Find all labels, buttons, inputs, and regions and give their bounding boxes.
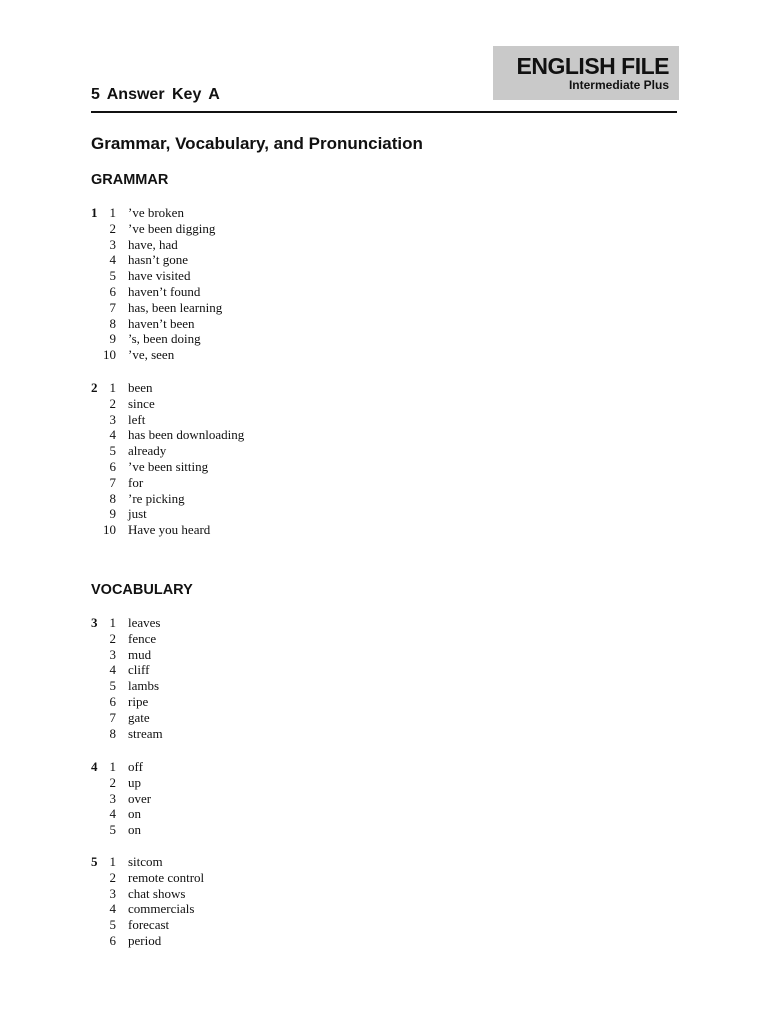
grammar-heading: GRAMMAR [91, 172, 169, 188]
answer-text: up [128, 774, 141, 790]
item-number: 8 [109, 725, 116, 741]
answer-row [91, 443, 491, 459]
answer-row [91, 791, 491, 807]
answer-text: already [128, 443, 167, 459]
item-number: 10 [103, 347, 116, 363]
answer-text: sitcom [128, 854, 163, 869]
answer-row [91, 252, 491, 268]
item-number: 3 [109, 790, 116, 806]
item-number: 5 [109, 443, 116, 459]
answer-text: commercials [128, 901, 195, 917]
answer-row [91, 759, 491, 775]
item-number: 5 [109, 678, 116, 694]
exercise-3 [91, 615, 491, 741]
item-number: 1 [109, 854, 116, 869]
answer-row [91, 726, 491, 742]
item-number: 2 [109, 774, 116, 790]
answer-text: has been downloading [128, 427, 245, 443]
answer-row [91, 901, 491, 917]
item-number: 6 [109, 283, 116, 299]
item-number: 7 [109, 709, 116, 725]
answer-text: left [128, 411, 146, 427]
exercise-number: 1 [91, 205, 98, 220]
answer-row [91, 662, 491, 678]
item-number: 6 [109, 693, 116, 709]
item-number: 3 [109, 646, 116, 662]
answer-text: hasn’t gone [128, 252, 189, 268]
exercise-2 [91, 380, 491, 538]
item-number: 5 [109, 822, 116, 838]
item-number: 1 [109, 205, 116, 220]
answer-text: ripe [128, 693, 149, 709]
answer-text: chat shows [128, 885, 186, 901]
item-number: 4 [109, 252, 116, 268]
answer-row [91, 933, 491, 949]
answer-text: gate [128, 709, 150, 725]
item-number: 8 [109, 315, 116, 331]
item-number: 4 [109, 662, 116, 678]
answer-row [91, 427, 491, 443]
answer-row [91, 412, 491, 428]
answer-row [91, 459, 491, 475]
answer-row [91, 331, 491, 347]
item-number: 1 [109, 380, 116, 395]
answer-text: stream [128, 725, 163, 741]
answer-text: lambs [128, 678, 160, 694]
item-number: 2 [109, 630, 116, 646]
answer-text: on [128, 806, 141, 822]
answer-row [91, 615, 491, 631]
answer-text: ’ve broken [128, 205, 184, 220]
answer-text: ’ve been sitting [128, 458, 209, 474]
logo-title: ENGLISH FILE [516, 53, 669, 79]
item-number: 8 [109, 490, 116, 506]
answer-text: has, been learning [128, 299, 223, 315]
answer-text: have, had [128, 236, 178, 252]
item-number: 2 [109, 395, 116, 411]
answer-row [91, 710, 491, 726]
answer-text: for [128, 474, 144, 490]
answer-text: ’re picking [128, 490, 185, 506]
answer-row [91, 396, 491, 412]
answer-row [91, 806, 491, 822]
answer-row [91, 221, 491, 237]
answer-row [91, 522, 491, 538]
answer-row [91, 506, 491, 522]
answer-text: over [128, 790, 152, 806]
answer-text: Have you heard [128, 522, 211, 538]
exercise-number: 4 [91, 759, 98, 774]
answer-row [91, 694, 491, 710]
answer-row [91, 300, 491, 316]
item-number: 5 [109, 917, 116, 933]
answer-row [91, 316, 491, 332]
exercise-number: 2 [91, 380, 98, 395]
item-number: 7 [109, 474, 116, 490]
item-number: 6 [109, 458, 116, 474]
item-number: 3 [109, 236, 116, 252]
answer-row [91, 284, 491, 300]
answer-row [91, 886, 491, 902]
answer-text: haven’t been [128, 315, 195, 331]
answer-row [91, 268, 491, 284]
item-number: 4 [109, 427, 116, 443]
exercise-1 [91, 205, 491, 363]
exercise-number: 5 [91, 854, 98, 869]
answer-text: forecast [128, 917, 170, 933]
answer-text: remote control [128, 869, 205, 885]
answer-text: off [128, 759, 143, 774]
vocabulary-heading: VOCABULARY [91, 582, 193, 598]
exercise-number: 3 [91, 615, 98, 630]
answer-text: just [128, 506, 147, 522]
item-number: 3 [109, 411, 116, 427]
item-number: 2 [109, 869, 116, 885]
header-divider [91, 111, 677, 113]
item-number: 7 [109, 299, 116, 315]
answer-row [91, 491, 491, 507]
english-file-logo [493, 46, 679, 100]
answer-text: ’ve, seen [128, 347, 175, 363]
item-number: 4 [109, 901, 116, 917]
item-number: 4 [109, 806, 116, 822]
answer-text: since [128, 395, 155, 411]
answer-text: cliff [128, 662, 150, 678]
page-title: 5 Answer Key A [91, 86, 220, 103]
answer-text: mud [128, 646, 152, 662]
answer-row [91, 380, 491, 396]
answer-row [91, 475, 491, 491]
answer-text: fence [128, 630, 157, 646]
item-number: 3 [109, 885, 116, 901]
answer-row [91, 205, 491, 221]
answer-row [91, 775, 491, 791]
answer-text: ’ve been digging [128, 220, 216, 236]
item-number: 10 [103, 522, 116, 538]
answer-row [91, 917, 491, 933]
answer-row [91, 678, 491, 694]
answer-row [91, 647, 491, 663]
item-number: 1 [109, 615, 116, 630]
answer-row [91, 237, 491, 253]
item-number: 1 [109, 759, 116, 774]
answer-row [91, 347, 491, 363]
answer-row [91, 822, 491, 838]
item-number: 9 [109, 506, 116, 522]
answer-row [91, 854, 491, 870]
answer-text: on [128, 822, 141, 838]
answer-text: have visited [128, 268, 191, 284]
answer-text: ’s, been doing [128, 331, 201, 347]
answer-text: haven’t found [128, 283, 201, 299]
exercise-4 [91, 759, 491, 838]
answer-text: period [128, 932, 162, 948]
answer-text: leaves [128, 615, 161, 630]
item-number: 6 [109, 932, 116, 948]
item-number: 9 [109, 331, 116, 347]
exercise-5 [91, 854, 491, 949]
item-number: 2 [109, 220, 116, 236]
answer-row [91, 631, 491, 647]
answer-row [91, 870, 491, 886]
section-title: Grammar, Vocabulary, and Pronunciation [91, 134, 423, 153]
item-number: 5 [109, 268, 116, 284]
logo-subtitle: Intermediate Plus [568, 78, 669, 92]
answer-text: been [128, 380, 153, 395]
